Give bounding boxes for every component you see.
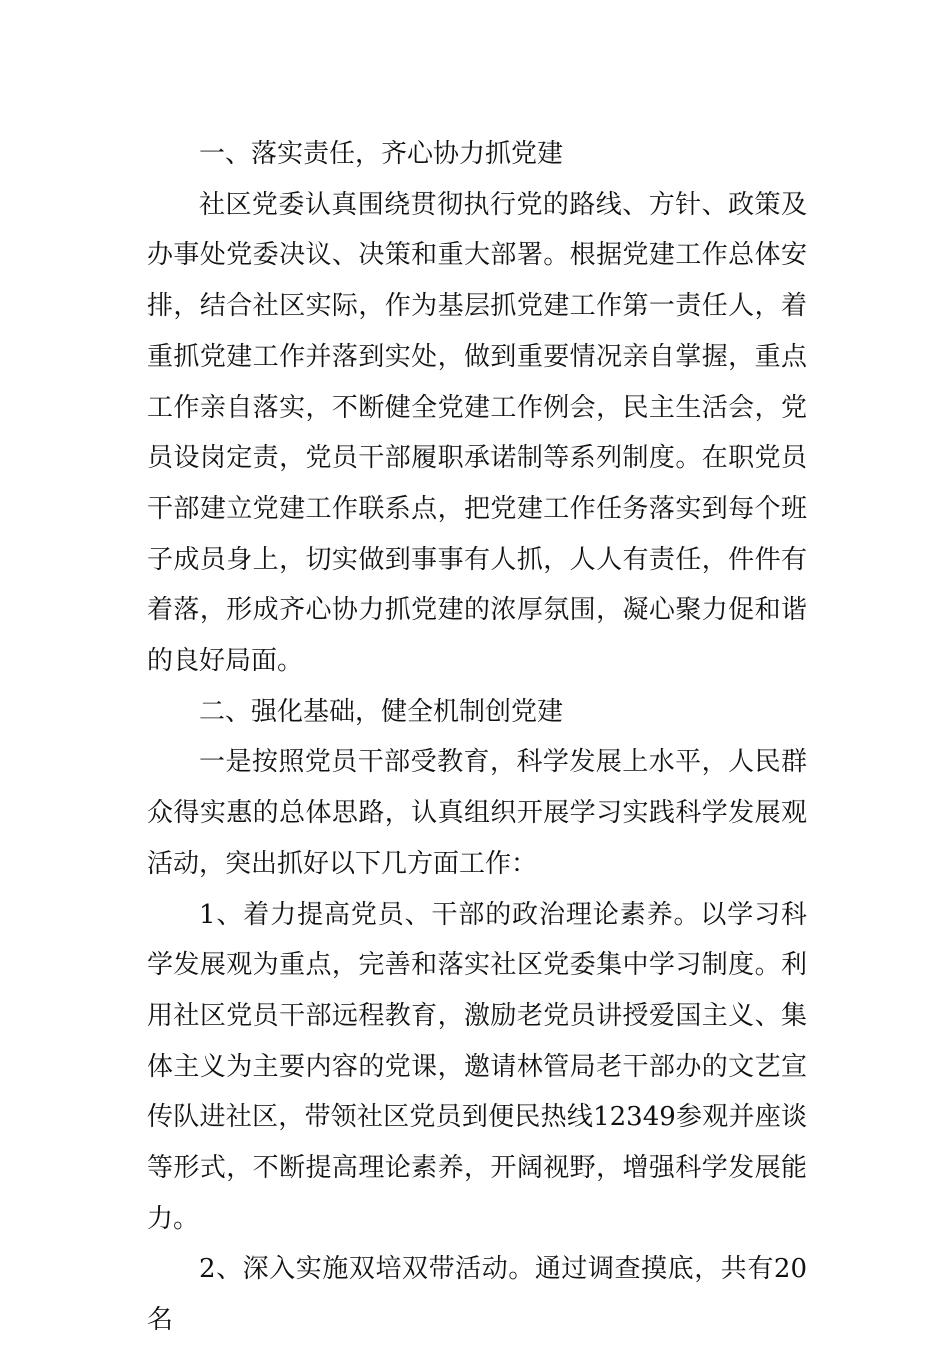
section-2-paragraph-2: 1、着力提高党员、干部的政治理论素养。以学习科学发展观为重点，完善和落实社区党委集中学习制度。利用社区党员干部远程教育，激励老党员讲授爱国主义、集体主义为主要内容的党课，邀请林管局老干部办的文艺宣传队进社区，带领社区党员到便民热线12349参观并座谈等形式，不断提高理论素养，开阔视野，增强科学发展能力。 (147, 899, 807, 1234)
section-heading-1: 一、落实责任，齐心协力抓党建 (199, 139, 564, 169)
section-1-paragraph-1: 社区党委认真围绕贯彻执行党的路线、方针、政策及办事处党委决议、决策和重大部署。根据党建工作总体安排，结合社区实际，作为基层抓党建工作第一责任人，着重抓党建工作并落到实处，做到重要情况亲自掌握，重点工作亲自落实，不断健全党建工作例会，民主生活会，党员设岗定责，党员干部履职承诺制等系列制度。在职党员干部建立党建工作联系点，把党建工作任务落实到每个班子成员身上，切实做到事事有人抓，人人有责任，件件有着落，形成齐心协力抓党建的浓厚氛围，凝心聚力促和谐的良好局面。 (147, 189, 807, 677)
section-2-paragraph-3: 2、深入实施双培双带活动。通过调查摸底，共有20名 (147, 1254, 807, 1336)
section-2-paragraph-1: 一是按照党员干部受教育，科学发展上水平，人民群众得实惠的总体思路，认真组织开展学习实践科学发展观活动，突出抓好以下几方面工作： (147, 747, 807, 879)
document-body (147, 129, 807, 1346)
section-heading-2: 二、强化基础，健全机制创党建 (199, 696, 564, 727)
